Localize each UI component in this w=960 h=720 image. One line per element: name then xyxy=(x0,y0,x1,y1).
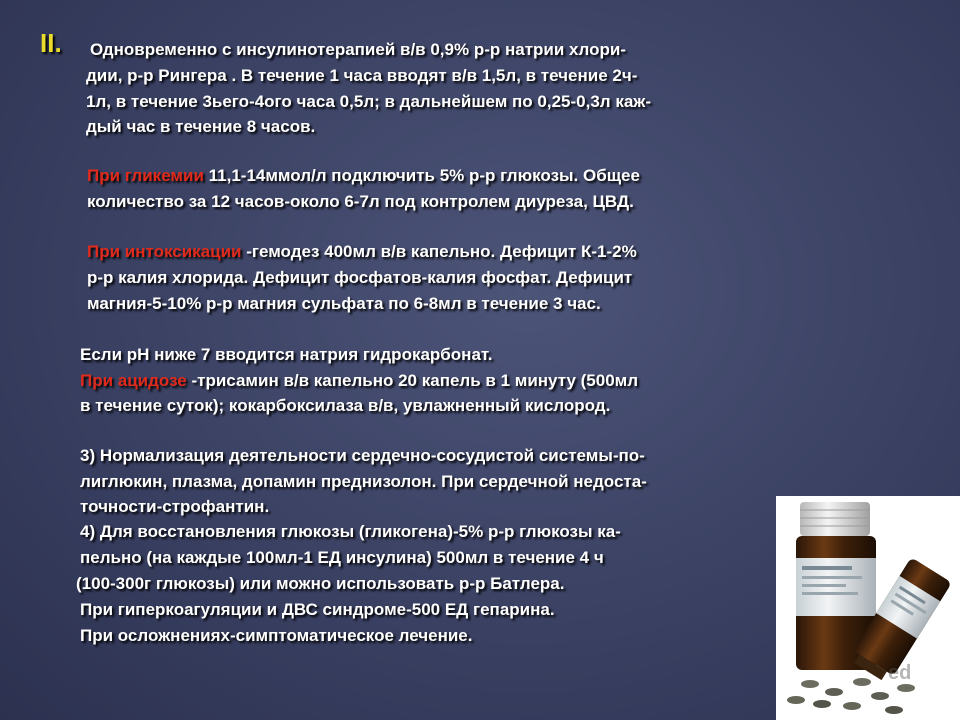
text-line: количество за 12 часов-около 6-7л под контролем диуреза, ЦВД. xyxy=(87,192,634,211)
text-line: точности-строфантин. xyxy=(80,497,270,516)
text-line: При осложнениях-симптоматическое лечение. xyxy=(80,626,473,645)
text-line: При интоксикации -гемодез 400мл в/в капельно. Дефицит К-1-2% xyxy=(87,242,637,261)
text-line: пельно (на каждые 100мл-1 ЕД инсулина) 500мл в течение 4 ч xyxy=(80,548,604,567)
text-line: Одновременно с инсулинотерапией в/в 0,9% р-р натрии хлори- xyxy=(90,40,626,59)
text-line: При ацидозе -трисамин в/в капельно 20 капель в 1 минуту (500мл xyxy=(80,371,639,390)
text-line: При гиперкоагуляции и ДВС синдроме-500 ЕД гепарина. xyxy=(80,600,555,619)
red-heading: При ацидозе xyxy=(80,371,187,390)
medicine-bottles-image xyxy=(776,496,960,720)
text-line: Если рН ниже 7 вводится натрия гидрокарбонат. xyxy=(80,345,493,364)
text-line: магния-5-10% р-р магния сульфата по 6-8мл в течение 3 час. xyxy=(87,294,601,313)
red-heading: При интоксикации xyxy=(87,242,242,261)
text-line: лиглюкин, плазма, допамин преднизолон. При сердечной недоста- xyxy=(80,472,647,491)
text-line: 4) Для восстановления глюкозы (гликогена)-5% р-р глюкозы ка- xyxy=(80,522,621,541)
text-line: в течение суток); кокарбоксилаза в/в, увлажненный кислород. xyxy=(80,396,611,415)
text-line: (100-300г глюкозы) или можно использовать р-р Батлера. xyxy=(76,574,565,593)
text-line: р-р калия хлорида. Дефицит фосфатов-калия фосфат. Дефицит xyxy=(87,268,633,287)
text-line: При гликемии 11,1-14ммол/л подключить 5% р-р глюкозы. Общее xyxy=(87,166,640,185)
text-line: 1л, в течение 3ьего-4ого часа 0,5л; в дальнейшем по 0,25-0,3л каж- xyxy=(86,92,651,111)
text-line: 3) Нормализация деятельности сердечно-сосудистой системы-по- xyxy=(80,446,645,465)
text-line: дии, р-р Рингера . В течение 1 часа вводят в/в 1,5л, в течение 2ч- xyxy=(86,66,638,85)
medicine-bottles-illustration xyxy=(776,496,960,720)
red-heading: При гликемии xyxy=(87,166,204,185)
watermark: ed xyxy=(888,662,912,684)
section-numeral: II. xyxy=(40,28,62,58)
text-line: дый час в течение 8 часов. xyxy=(86,117,316,136)
